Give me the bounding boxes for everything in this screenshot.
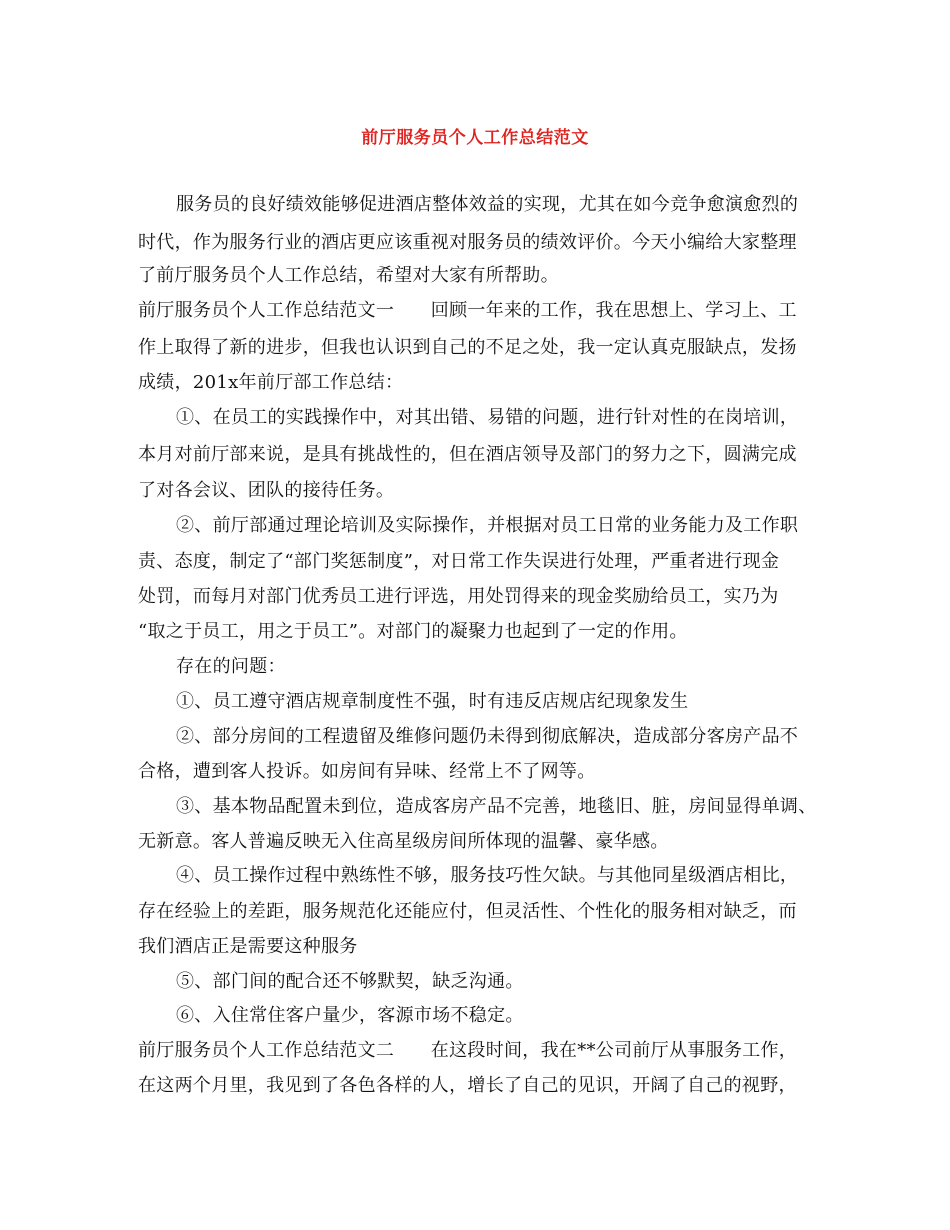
paragraph-line: ④、员工操作过程中熟练性不够，服务技巧性欠缺。与其他同星级酒店相比， (176, 865, 799, 886)
paragraph-line: 前厅服务员个人工作总结范文二 在这段时间，我在**公司前厅从事服务工作， (138, 1040, 798, 1061)
paragraph-line: 时代，作为服务行业的酒店更应该重视对服务员的绩效评价。今天小编给大家整理 (138, 232, 797, 253)
paragraph-line: ①、在员工的实践操作中，对其出错、易错的问题，进行针对性的在岗培训， (176, 407, 799, 428)
paragraph-line: 无新意。客人普遍反映无入住高星级房间所体现的温馨、豪华感。 (138, 831, 669, 852)
paragraph-line: 成绩，201x年前厅部工作总结： (138, 372, 404, 393)
paragraph-line: 我们酒店正是需要这种服务 (138, 936, 358, 957)
paragraph-line: ③、基本物品配置未到位，造成客房产品不完善，地毯旧、脏，房间显得单调、 (176, 796, 817, 817)
paragraph-line: 处罚，而每月对部门优秀员工进行评选，用处罚得来的现金奖励给员工，实乃为 (138, 586, 779, 607)
paragraph-line: 本月对前厅部来说，是具有挑战性的，但在酒店领导及部门的努力之下，圆满完成 (138, 444, 797, 465)
paragraph-line: 服务员的良好绩效能够促进酒店整体效益的实现，尤其在如今竞争愈演愈烈的 (176, 194, 799, 215)
paragraph-line: 作上取得了新的进步，但我也认识到自己的不足之处，我一定认真克服缺点，发扬 (138, 337, 797, 358)
paragraph-line: 合格，遭到客人投诉。如房间有异味、经常上不了网等。 (138, 761, 596, 782)
paragraph-line: 存在经验上的差距，服务规范化还能应付，但灵活性、个性化的服务相对缺乏，而 (138, 901, 797, 922)
paragraph-line: 责、态度，制定了“部门奖惩制度”，对日常工作失误进行处理，严重者进行现金 (138, 551, 780, 572)
paragraph-line: ②、前厅部通过理论培训及实际操作，并根据对员工日常的业务能力及工作职 (176, 515, 799, 536)
paragraph-line: 前厅服务员个人工作总结范文一 回顾一年来的工作，我在思想上、学习上、工 (138, 300, 797, 321)
paragraph-line: “取之于员工，用之于员工”。对部门的凝聚力也起到了一定的作用。 (138, 621, 688, 642)
paragraph-line: 了前厅服务员个人工作总结，希望对大家有所帮助。 (138, 265, 559, 286)
paragraph-line: 在这两个月里，我见到了各色各样的人，增长了自己的见识，开阔了自己的视野， (138, 1075, 797, 1096)
paragraph-line: ②、部分房间的工程遗留及维修问题仍未得到彻底解决，造成部分客房产品不 (176, 726, 799, 747)
paragraph-line: 存在的问题： (176, 656, 286, 677)
paragraph-line: ⑤、部门间的配合还不够默契，缺乏沟通。 (176, 971, 524, 992)
document-title: 前厅服务员个人工作总结范文 (361, 128, 589, 148)
paragraph-line: 了对各会议、团队的接待任务。 (138, 480, 395, 501)
paragraph-line: ⑥、入住常住客户量少，客源市场不稳定。 (176, 1005, 524, 1026)
paragraph-line: ①、员工遵守酒店规章制度性不强，时有违反店规店纪现象发生 (176, 691, 689, 712)
